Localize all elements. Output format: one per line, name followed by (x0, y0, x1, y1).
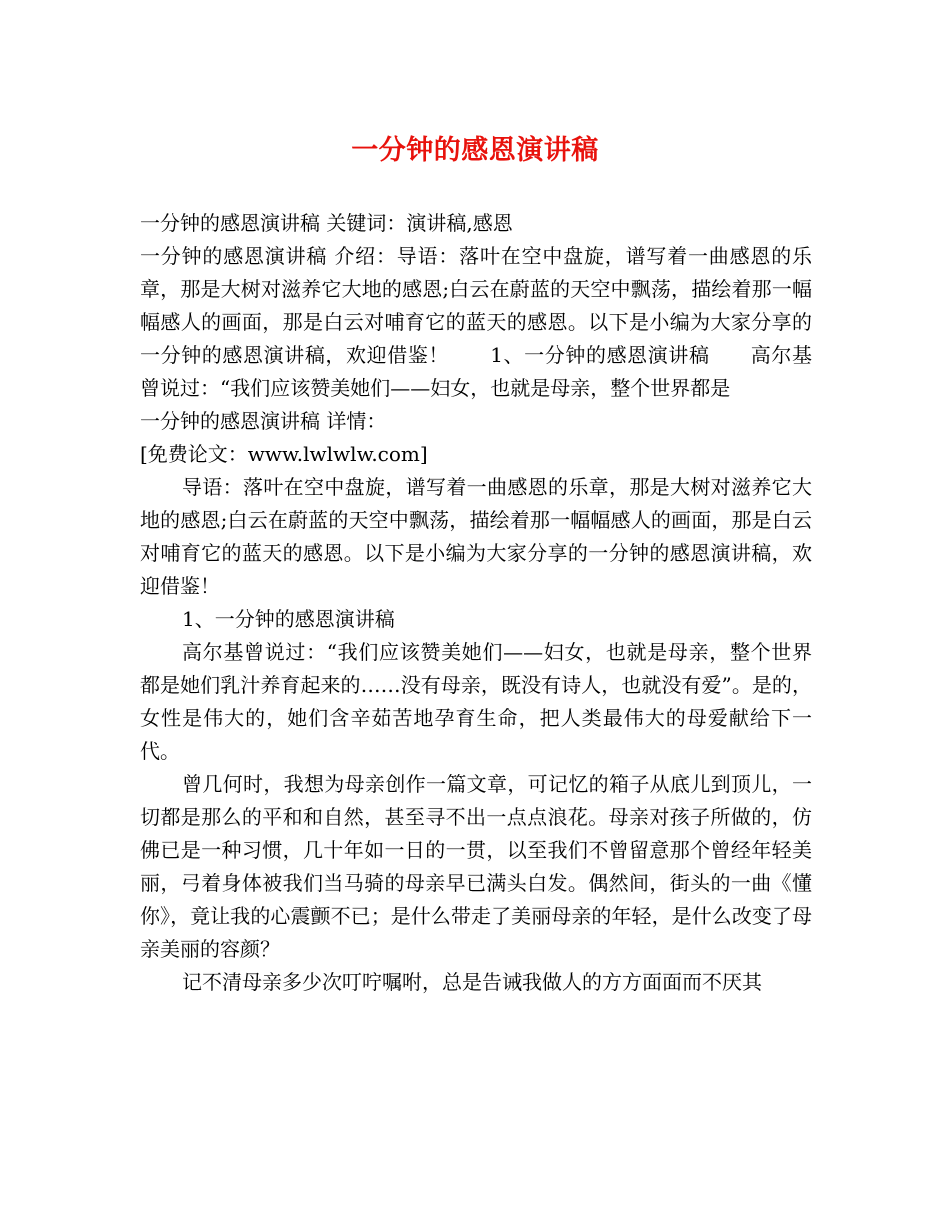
paragraph: 高尔基曾说过：“我们应该赞美她们——妇女，也就是母亲，整个世界都是她们乳汁养育起来的……没有母亲，既没有诗人，也就没有爱”。是的，女性是伟大的，她们含辛茹苦地孕育生命，把人类最伟大的母爱献给下一代。 (140, 640, 812, 763)
intro-line: 一分钟的感恩演讲稿 介绍：导语：落叶在空中盘旋，谱写着一曲感恩的乐章，那是大树对滋养它大地的感恩;白云在蔚蓝的天空中飘荡，描绘着那一幅幅感人的画面，那是白云对哺育它的蓝天的感恩。以下是小编为大家分享的一分钟的感恩演讲稿，欢迎借鉴！ 1、一分钟的感恩演讲稿 高尔基曾说过：“我们应该赞美她们——妇女，也就是母亲，整个世界都是 (140, 244, 812, 400)
section-heading: 1、一分钟的感恩演讲稿 (182, 607, 395, 631)
document-body (140, 207, 812, 999)
page-title: 一分钟的感恩演讲稿 (351, 135, 599, 166)
source-line: [免费论文：www.lwlwlw.com] (140, 442, 428, 466)
paragraph: 曾几何时，我想为母亲创作一篇文章，可记忆的箱子从底儿到顶儿，一切都是那么的平和和自然，甚至寻不出一点点浪花。母亲对孩子所做的，仿佛已是一种习惯，几十年如一日的一贯，以至我们不曾留意那个曾经年轻美丽，弓着身体被我们当马骑的母亲早已满头白发。偶然间，街头的一曲《懂你》，竟让我的心震颤不已；是什么带走了美丽母亲的年轻，是什么改变了母亲美丽的容颜？ (140, 772, 812, 961)
paragraph: 记不清母亲多少次叮咛嘱咐，总是告诫我做人的方方面面而不厌其 (182, 970, 762, 994)
paragraph: 导语：落叶在空中盘旋，谱写着一曲感恩的乐章，那是大树对滋养它大地的感恩;白云在蔚蓝的天空中飘荡，描绘着那一幅幅感人的画面，那是白云对哺育它的蓝天的感恩。以下是小编为大家分享的一分钟的感恩演讲稿，欢迎借鉴！ (140, 475, 812, 598)
details-line: 一分钟的感恩演讲稿 详情： (140, 409, 387, 433)
keywords-line: 一分钟的感恩演讲稿 关键词：演讲稿,感恩 (140, 211, 513, 235)
